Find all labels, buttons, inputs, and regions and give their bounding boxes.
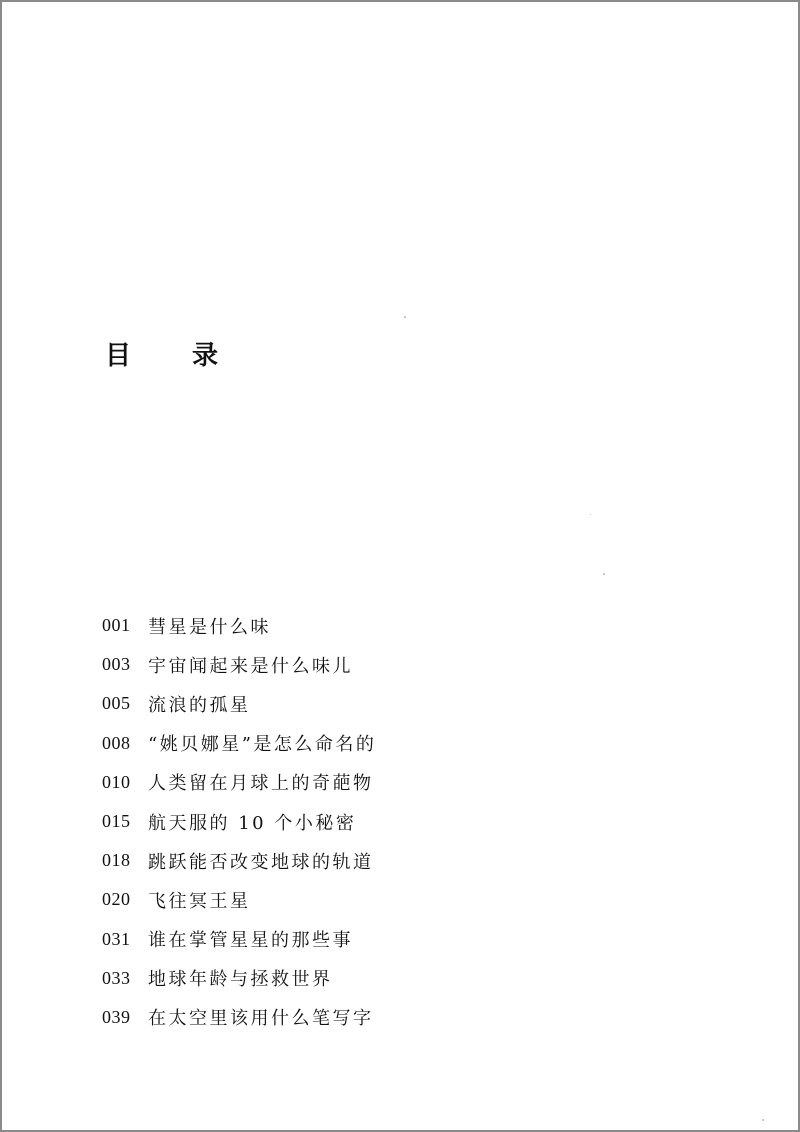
toc-entry-title: 飞往冥王星 xyxy=(148,890,251,912)
toc-page-number: 005 xyxy=(102,693,131,714)
toc-page-number: 008 xyxy=(102,732,131,753)
toc-page-number: 003 xyxy=(102,654,131,675)
toc-page-number: 015 xyxy=(102,811,131,832)
toc-entry[interactable] xyxy=(102,998,376,1037)
scan-speck xyxy=(603,573,605,575)
toc-entry[interactable] xyxy=(102,802,376,841)
toc-entry[interactable] xyxy=(102,880,376,919)
toc-page-number: 018 xyxy=(102,850,131,871)
toc-entry-title: 宇宙闻起来是什么味儿 xyxy=(148,655,353,677)
toc-page-number: 010 xyxy=(102,771,131,792)
scan-speck xyxy=(404,316,406,318)
toc-entry-title: 谁在掌管星星的那些事 xyxy=(148,930,353,952)
toc-heading: 目 录 xyxy=(105,341,245,371)
toc-list xyxy=(102,606,376,1037)
scan-speck xyxy=(590,514,591,515)
toc-entry[interactable] xyxy=(102,645,376,684)
toc-entry[interactable] xyxy=(102,763,376,802)
toc-entry[interactable] xyxy=(102,724,376,763)
toc-page-number: 020 xyxy=(102,889,131,910)
toc-entry-title: 地球年龄与拯救世界 xyxy=(148,969,333,991)
toc-entry-title: 人类留在月球上的奇葩物 xyxy=(148,773,374,795)
toc-entry-title: 在太空里该用什么笔写字 xyxy=(148,1008,374,1030)
toc-page-number: 001 xyxy=(102,615,131,636)
toc-page-number: 031 xyxy=(102,928,131,949)
toc-entry[interactable] xyxy=(102,841,376,880)
toc-page-number: 033 xyxy=(102,967,131,988)
toc-page-number: 039 xyxy=(102,1006,131,1027)
toc-entry-title: “姚贝娜星”是怎么命名的 xyxy=(148,734,377,756)
toc-entry[interactable] xyxy=(102,684,376,723)
toc-entry[interactable] xyxy=(102,606,376,645)
toc-entry[interactable] xyxy=(102,959,376,998)
toc-entry[interactable] xyxy=(102,920,376,959)
toc-entry-title: 跳跃能否改变地球的轨道 xyxy=(148,851,374,873)
toc-entry-title: 彗星是什么味 xyxy=(148,616,271,638)
toc-entry-title: 流浪的孤星 xyxy=(148,694,251,716)
scan-speck xyxy=(762,1119,764,1121)
toc-entry-title: 航天服的 10 个小秘密 xyxy=(148,812,357,834)
